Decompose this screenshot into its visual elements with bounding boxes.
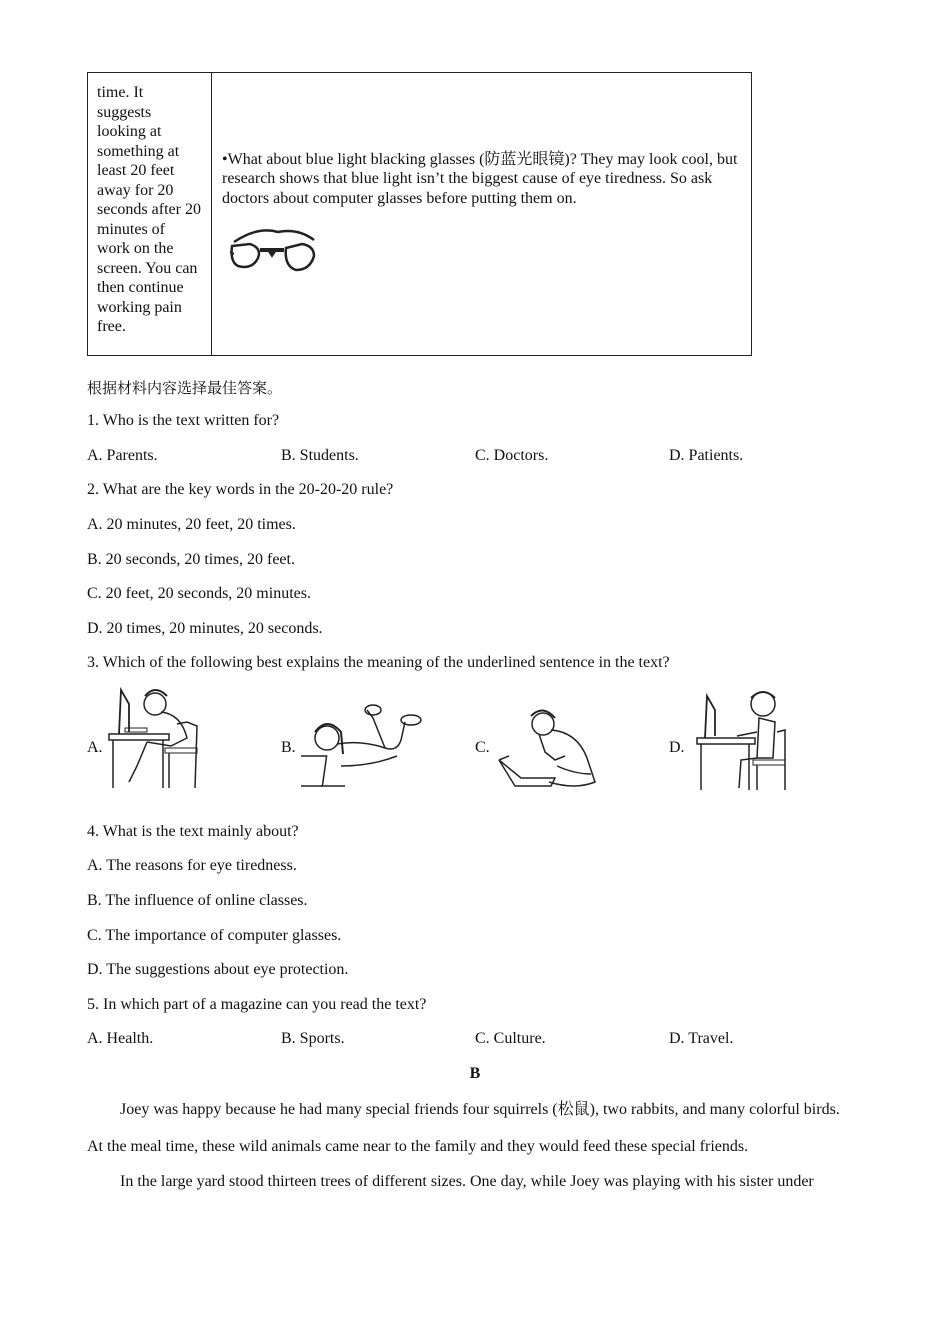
q3-picture-options: [87, 682, 807, 802]
q2-option-b[interactable]: B. 20 seconds, 20 times, 20 feet.: [87, 551, 295, 568]
lying-on-floor-illustration-icon: [301, 682, 426, 794]
q5-option-d[interactable]: D. Travel.: [669, 1030, 734, 1047]
continued-info-table: [87, 72, 752, 356]
sitting-upright-illustration-icon: [693, 682, 793, 794]
q5-option-a[interactable]: A. Health.: [87, 1030, 154, 1047]
section-b-paragraph-1: Joey was happy because he had many special friends four squirrels (松鼠), two rabbits, and many colorful birds. At the meal time, these wild animals came near to the family and they would feed these special friends.: [87, 1101, 840, 1155]
q1-option-b[interactable]: B. Students.: [281, 447, 359, 464]
q3-option-b-label: B.: [281, 739, 296, 756]
section-b-paragraph-2: In the large yard stood thirteen trees of different sizes. One day, while Joey was playing with his sister under: [120, 1173, 814, 1190]
q5-option-b[interactable]: B. Sports.: [281, 1030, 345, 1047]
question-5-stem: 5. In which part of a magazine can you read the text?: [87, 996, 427, 1013]
q2-option-c[interactable]: C. 20 feet, 20 seconds, 20 minutes.: [87, 585, 311, 602]
q4-option-b[interactable]: B. The influence of online classes.: [87, 892, 308, 909]
q1-option-a[interactable]: A. Parents.: [87, 447, 158, 464]
q5-option-c[interactable]: C. Culture.: [475, 1030, 546, 1047]
question-4-stem: 4. What is the text mainly about?: [87, 823, 299, 840]
instruction-text: 根据材料内容选择最佳答案。: [87, 379, 283, 397]
question-1-stem: 1. Who is the text written for?: [87, 412, 280, 429]
q1-option-d[interactable]: D. Patients.: [669, 447, 744, 464]
q1-option-c[interactable]: C. Doctors.: [475, 447, 549, 464]
q3-option-a-label: A.: [87, 739, 103, 756]
question-3-stem: 3. Which of the following best explains the meaning of the underlined sentence in the text?: [87, 654, 670, 671]
q4-option-c[interactable]: C. The importance of computer glasses.: [87, 927, 342, 944]
table-left-cell: [88, 73, 212, 356]
rule-text: time. It suggests looking at something at least 20 feet away for 20 seconds after 20 minutes of work on the screen. You can then continue working pain free.: [97, 84, 201, 335]
q3-option-c-label: C.: [475, 739, 490, 756]
q4-option-a[interactable]: A. The reasons for eye tiredness.: [87, 857, 297, 874]
leaning-forward-illustration-icon: [107, 682, 207, 794]
section-b-heading: B: [469, 1065, 481, 1082]
q2-option-d[interactable]: D. 20 times, 20 minutes, 20 seconds.: [87, 620, 323, 637]
sitting-on-floor-illustration-icon: [495, 682, 605, 794]
blue-light-text: •What about blue light blacking glasses (防蓝光眼镜)? They may look cool, but research shows that blue light isn’t the biggest cause of eye tiredness. So ask doctors about computer glasses before putting them on.: [222, 150, 738, 207]
glasses-icon: [228, 222, 318, 278]
q2-option-a[interactable]: A. 20 minutes, 20 feet, 20 times.: [87, 516, 296, 533]
q3-option-d-label: D.: [669, 739, 685, 756]
question-2-stem: 2. What are the key words in the 20-20-20 rule?: [87, 481, 394, 498]
q4-option-d[interactable]: D. The suggestions about eye protection.: [87, 961, 349, 978]
table-right-cell: [212, 73, 752, 356]
